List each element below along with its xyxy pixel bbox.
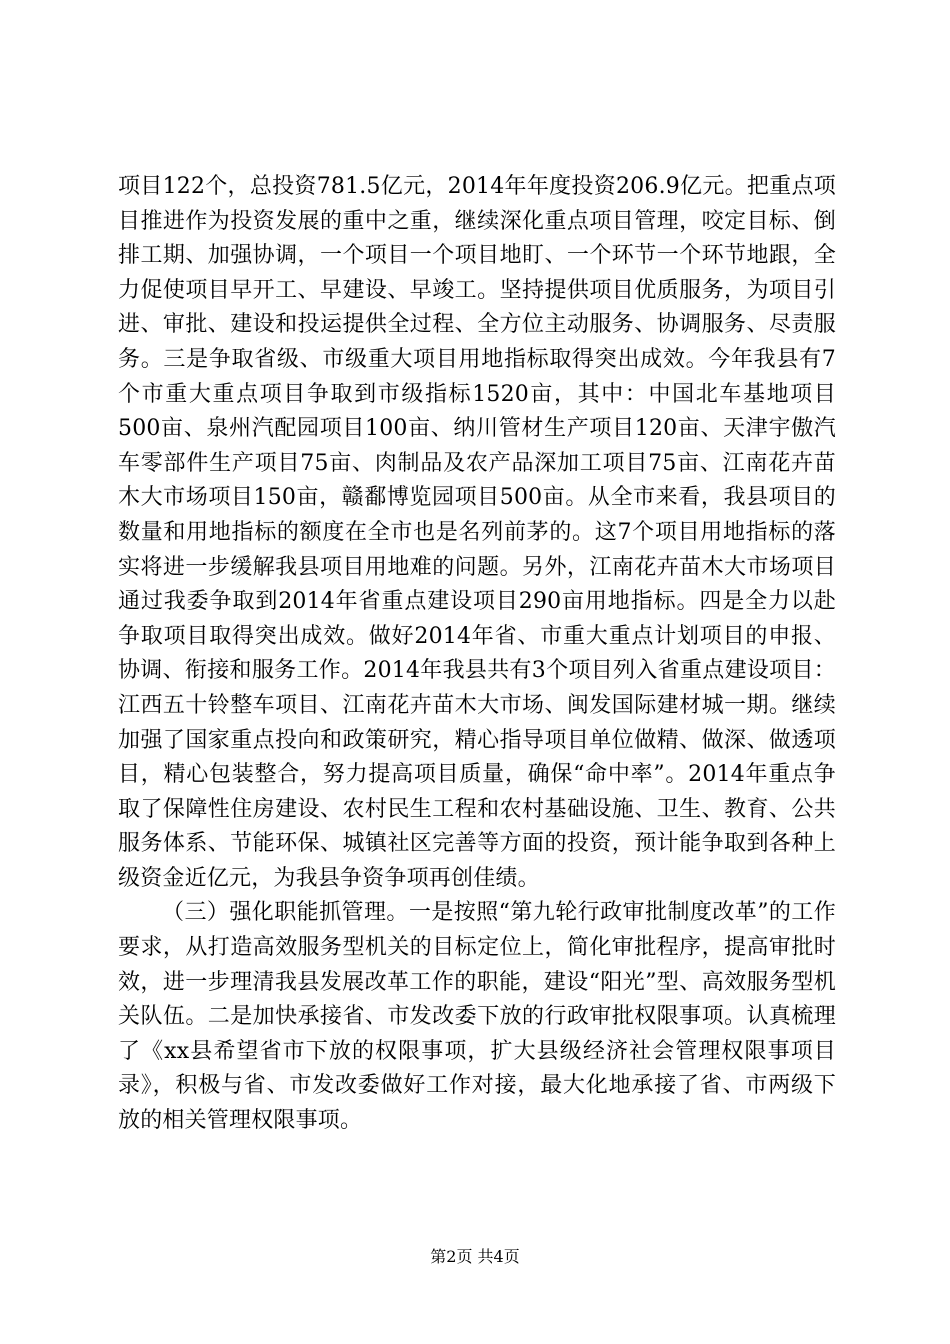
page-number: 第2页 共4页 [430, 1247, 520, 1266]
page-footer [0, 1247, 950, 1267]
document-body [118, 170, 836, 1139]
paragraph-continued: 项目122个，总投资781.5亿元，2014年年度投资206.9亿元。把重点项目推进作为投资发展的重中之重，继续深化重点项目管理，咬定目标、倒排工期、加强协调，一个项目一个项目地盯、一个环节一个环节地跟，全力促使项目早开工、早建设、早竣工。坚持提供项目优质服务，为项目引进、审批、建设和投运提供全过程、全方位主动服务、协调服务、尽责服务。三是争取省级、市级重大项目用地指标取得突出成效。今年我县有7个市重大重点项目争取到市级指标1520亩，其中：中国北车基地项目500亩、泉州汽配园项目100亩、纳川管材生产项目120亩、天津宇傲汽车零部件生产项目75亩、肉制品及农产品深加工项目75亩、江南花卉苗木大市场项目150亩，赣鄱博览园项目500亩。从全市来看，我县项目的数量和用地指标的额度在全市也是名列前茅的。这7个项目用地指标的落实将进一步缓解我县项目用地难的问题。另外，江南花卉苗木大市场项目通过我委争取到2014年省重点建设项目290亩用地指标。四是全力以赴争取项目取得突出成效。做好2014年省、市重大重点计划项目的申报、协调、衔接和服务工作。2014年我县共有3个项目列入省重点建设项目：江西五十铃整车项目、江南花卉苗木大市场、闽发国际建材城一期。继续加强了国家重点投向和政策研究，精心指导项目单位做精、做深、做透项目，精心包装整合，努力提高项目质量，确保“命中率”。2014年重点争取了保障性住房建设、农村民生工程和农村基础设施、卫生、教育、公共服务体系、节能环保、城镇社区完善等方面的投资，预计能争取到各种上级资金近亿元，为我县争资争项再创佳绩。 [118, 174, 836, 891]
paragraph-section-three: （三）强化职能抓管理。一是按照“第九轮行政审批制度改革”的工作要求，从打造高效服务型机关的目标定位上，简化审批程序，提高审批时效，进一步理清我县发展改革工作的职能，建设“阳光”型、高效服务型机关队伍。二是加快承接省、市发改委下放的行政审批权限事项。认真梳理了《xx县希望省市下放的权限事项，扩大县级经济社会管理权限事项目录》，积极与省、市发改委做好工作对接，最大化地承接了省、市两级下放的相关管理权限事项。 [118, 900, 836, 1134]
